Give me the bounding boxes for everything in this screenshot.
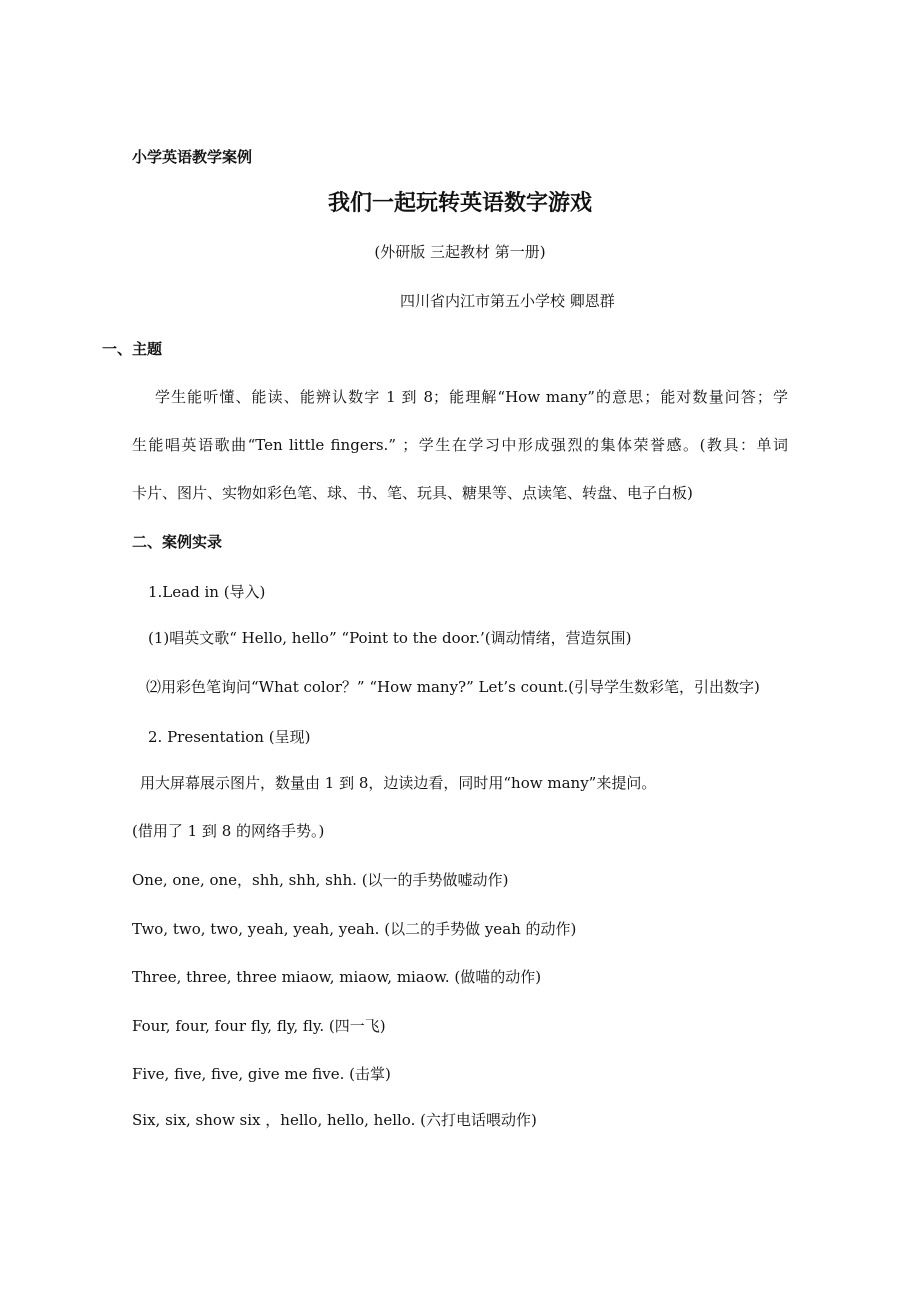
presentation-heading: 2. Presentation (呈现)	[148, 728, 311, 746]
chant-line: Four, four, four fly, fly, fly. (四一飞)	[132, 1017, 386, 1035]
topic-paragraph-line: 卡片、图片、实物如彩色笔、球、书、笔、玩具、糖果等、点读笔、转盘、电子白板)	[132, 484, 693, 502]
edition-subtitle: (外研版 三起教材 第一册)	[374, 243, 546, 261]
section-heading-topic: 一、主题	[102, 340, 163, 358]
chant-line: One, one, one，shh, shh, shh. (以一的手势做嘘动作)	[132, 871, 509, 889]
chant-line: Two, two, two, yeah, yeah, yeah. (以二的手势做 yeah 的动作)	[132, 920, 577, 938]
page-title: 我们一起玩转英语数字游戏	[327, 191, 592, 216]
topic-paragraph-line: 生能唱英语歌曲“Ten little fingers.” ；学生在学习中形成强烈的集体荣誉感。(教具：单词	[132, 436, 788, 454]
document-category: 小学英语教学案例	[132, 148, 253, 166]
chant-line: Five, five, five, give me five. (击掌)	[132, 1065, 391, 1083]
chant-line: Three, three, three miaow, miaow, miaow. (做喵的动作)	[132, 968, 542, 986]
author-line: 四川省内江市第五小学校 卿恩群	[400, 292, 615, 310]
lead-in-heading: 1.Lead in (导入)	[148, 583, 266, 601]
topic-paragraph-line: 学生能听懂、能读、能辨认数字 1 到 8；能理解“How many”的意思；能对数量问答；学	[155, 388, 788, 406]
lead-in-item: ⑵用彩色笔询问“What color？” “How many?” Let’s count.(引导学生数彩笔，引出数字)	[146, 678, 760, 696]
section-heading-case-record: 二、案例实录	[132, 533, 223, 551]
chant-line: Six, six, show six ，hello, hello, hello. (六打电话喂动作)	[132, 1111, 537, 1129]
lead-in-item: (1)唱英文歌“ Hello, hello” “Point to the door.’(调动情绪，营造氛围)	[148, 629, 632, 647]
gesture-note: (借用了 1 到 8 的网络手势。)	[132, 822, 325, 840]
presentation-text: 用大屏幕展示图片，数量由 1 到 8，边读边看，同时用“how many”来提问。	[140, 774, 657, 792]
